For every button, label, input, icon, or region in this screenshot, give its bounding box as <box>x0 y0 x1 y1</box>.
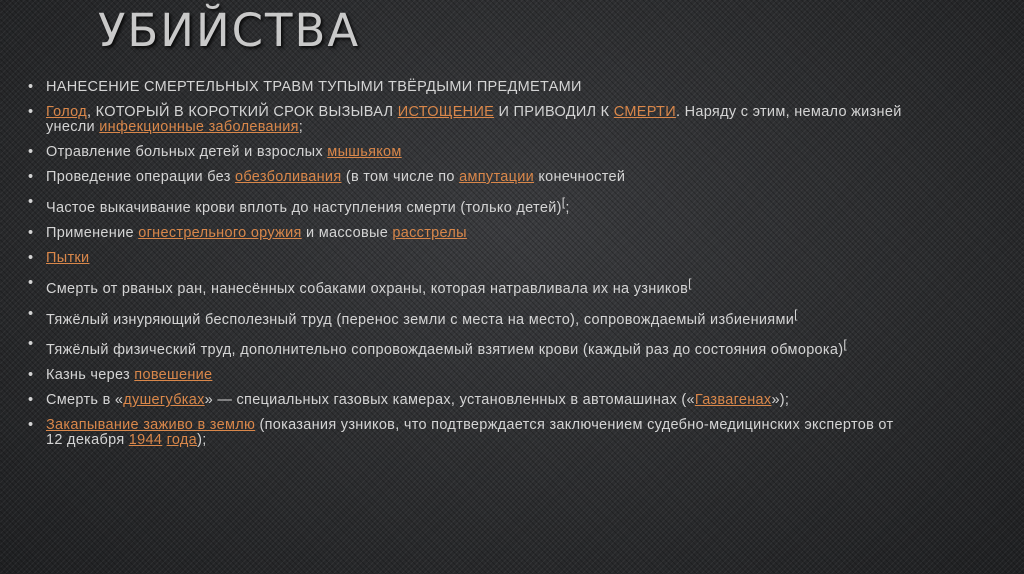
bullet-text: конечностей <box>534 169 626 185</box>
bullet-link[interactable]: душегубках <box>123 392 205 409</box>
bullet-text: ; <box>565 199 570 216</box>
bullet-link[interactable]: 1944 <box>128 432 163 449</box>
bullet-link[interactable]: СМЕРТИ <box>613 104 676 120</box>
bullet-text: » — специальных газовых камерах, установленных в автомашинах (« <box>204 392 695 409</box>
bullet-item <box>28 337 908 358</box>
bullet-link[interactable]: мышьяком <box>327 144 402 160</box>
bullet-link[interactable]: Голод <box>46 104 87 120</box>
bullet-marker: • <box>28 144 34 160</box>
bullet-text: Проведение операции без <box>46 169 235 185</box>
bullet-text: и массовые <box>301 224 393 241</box>
bullet-text: (в том числе по <box>341 169 460 185</box>
bullet-marker: • <box>28 367 34 384</box>
bullet-item <box>28 307 908 328</box>
bullet-text: ; <box>298 119 304 135</box>
bullet-item <box>28 251 908 266</box>
bullet-text: Частое выкачивание крови вплоть до наступления смерти (только детей) <box>46 199 562 216</box>
bullet-text: И ПРИВОДИЛ К <box>494 104 614 120</box>
bullet-marker: • <box>28 305 34 322</box>
footnote-mark[interactable]: [ <box>843 337 848 352</box>
slide-title: УБИЙСТВА <box>98 4 361 57</box>
bullet-text: НАНЕСЕНИЕ СМЕРТЕЛЬНЫХ ТРАВМ ТУПЫМИ ТВЁРДЫМИ ПРЕДМЕТАМИ <box>46 79 582 95</box>
bullet-link[interactable]: ампутации <box>459 169 535 185</box>
bullet-link[interactable]: обезболивания <box>234 169 342 185</box>
footnote-mark[interactable]: [ <box>794 306 798 321</box>
bullet-link[interactable]: Закапывание заживо в землю <box>46 417 256 434</box>
bullet-list <box>28 80 908 458</box>
bullet-text: . Наряду с этим, немало жизней унесли <box>46 104 902 135</box>
bullet-item <box>28 80 908 95</box>
bullet-item <box>28 226 908 241</box>
bullet-marker: • <box>28 104 34 120</box>
bullet-link[interactable]: года <box>166 432 198 449</box>
bullet-link[interactable]: инфекционные заболевания <box>99 119 299 135</box>
bullet-text: Тяжёлый изнуряющий бесполезный труд (перенос земли с места на место), сопровождаемый избиениями <box>46 311 795 328</box>
bullet-item <box>28 368 908 383</box>
bullet-link[interactable]: ИСТОЩЕНИЕ <box>397 104 495 120</box>
bullet-marker: • <box>28 392 34 409</box>
bullet-text: , КОТОРЫЙ В КОРОТКИЙ СРОК ВЫЗЫВАЛ <box>86 104 398 120</box>
bullet-link[interactable]: Пытки <box>46 249 90 266</box>
bullet-link[interactable]: Газвагенах <box>694 392 772 409</box>
bullet-item <box>28 276 908 297</box>
footnote-mark[interactable]: [ <box>561 195 566 209</box>
bullet-text: »); <box>771 392 790 409</box>
bullet-item <box>28 393 908 408</box>
bullet-marker: • <box>28 194 34 210</box>
bullet-text: ); <box>197 432 207 449</box>
bullet-marker: • <box>28 274 34 291</box>
bullet-text: Казнь через <box>46 367 135 384</box>
bullet-marker: • <box>28 336 34 353</box>
bullet-link[interactable]: повешение <box>134 367 213 384</box>
bullet-item <box>28 170 908 185</box>
bullet-item <box>28 195 908 216</box>
bullet-link[interactable]: огнестрельного оружия <box>138 224 302 241</box>
bullet-marker: • <box>28 169 34 185</box>
bullet-text: Применение <box>46 224 139 241</box>
bullet-marker: • <box>28 79 34 95</box>
bullet-link[interactable]: расстрелы <box>392 224 467 241</box>
bullet-item <box>28 105 908 135</box>
bullet-marker: • <box>28 417 34 434</box>
bullet-text: Отравление больных детей и взрослых <box>46 144 328 160</box>
bullet-marker: • <box>28 249 34 266</box>
bullet-text: Тяжёлый физический труд, дополнительно сопровождаемый взятием крови (каждый раз до состояния обморока) <box>46 342 844 359</box>
bullet-marker: • <box>28 224 34 241</box>
bullet-text: (показания узников, что подтверждается заключением судебно-медицинских экспертов от 12 декабря <box>46 417 894 449</box>
bullet-text: Смерть в « <box>46 392 124 409</box>
bullet-item <box>28 418 908 448</box>
footnote-mark[interactable]: [ <box>688 275 692 290</box>
bullet-item <box>28 145 908 160</box>
bullet-text: Смерть от рваных ран, нанесённых собаками охраны, которая натравливала их на узников <box>46 280 689 297</box>
